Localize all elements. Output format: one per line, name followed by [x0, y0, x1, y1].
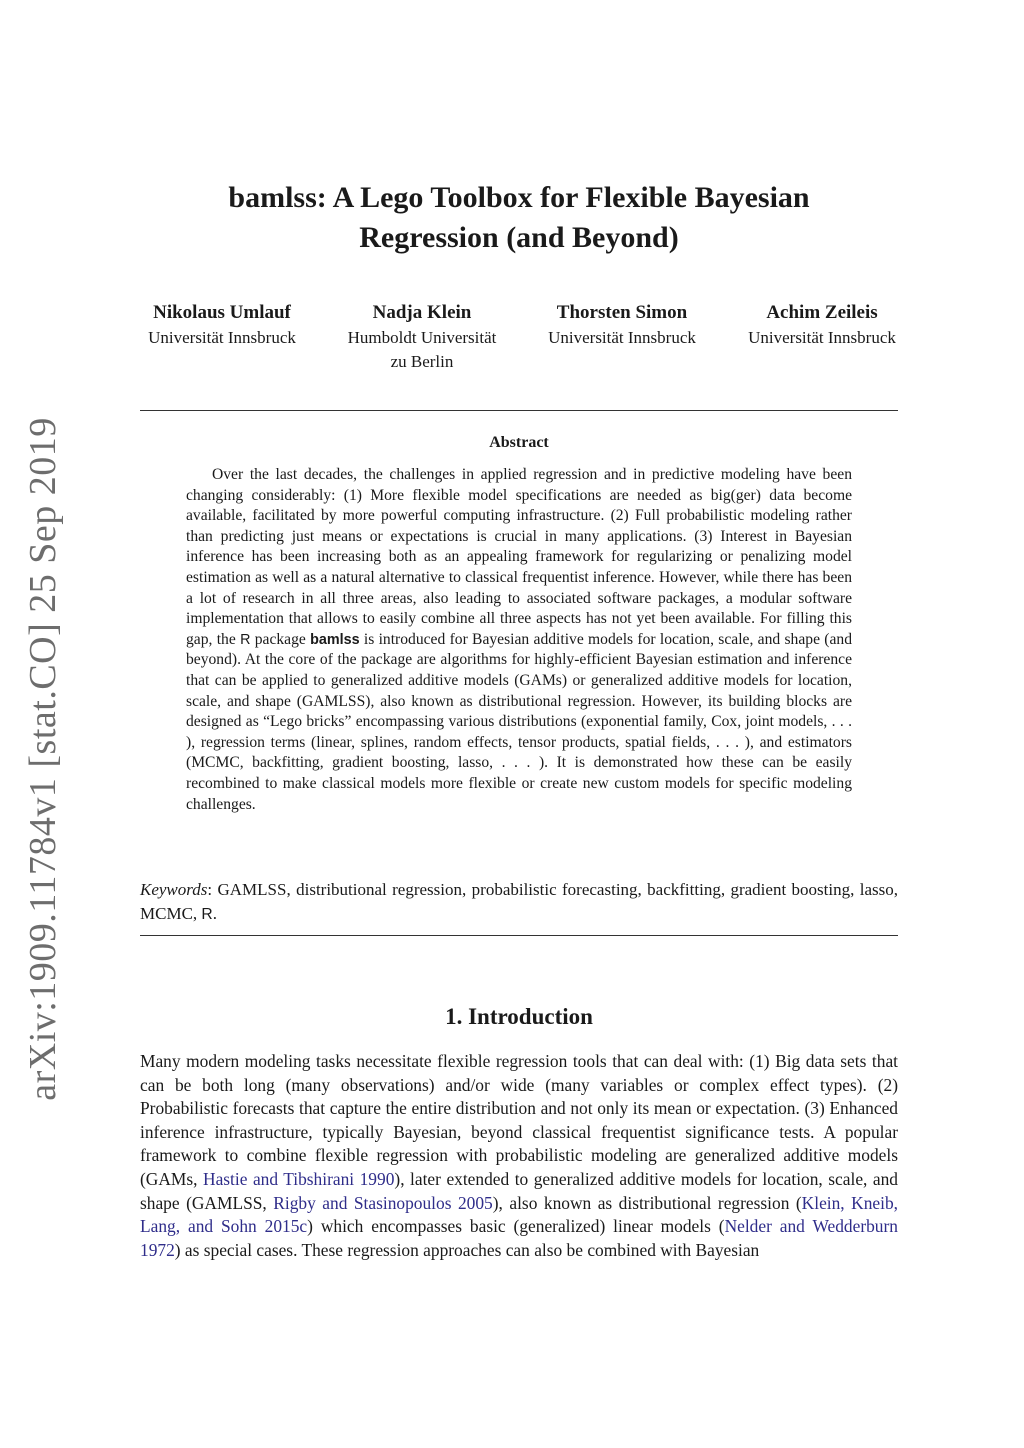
- author-block: [128, 300, 316, 350]
- bottom-rule: [140, 935, 898, 936]
- author-name: Nikolaus Umlauf: [153, 302, 291, 323]
- abstract-text: Over the last decades, the challenges in applied regression and in predictive modeling have been changing considerably: (1) More flexible model specifications are needed as big(ger) data become available, facilitated by more powerful computing infrastructure. (2) Full probabilistic modeling rather than predicting just means or expectations is crucial in many applications. (3) Interest in Bayesian inference has been increasing both as an appealing framework for regularizing or penalizing model estimation as well as a natural alternative to classical frequentist inference. However, while there has been a lot of research in all three areas, also leading to associated software packages, a modular software implementation that allows to easily combine all three aspects has not yet been available. For filling this gap, the R package bamlss is introduced for Bayesian additive models for location, scale, and shape (and beyond). At the core of the package are algorithms for highly-efficient Bayesian estimation and inference that can be applied to generalized additive models (GAMs) or generalized additive models for location, scale, and shape (GAMLSS), also known as distributional regression. However, its building blocks are designed as “Lego bricks” encompassing various distributions (exponential family, Cox, joint models, . . . ), regression terms (linear, splines, random effects, tensor products, spatial fields, . . . ), and estimators (MCMC, backfitting, gradient boosting, lasso, . . . ). It is demonstrated how these can be easily recombined to make classical models more flexible or create new custom models for specific modeling challenges.: [186, 466, 852, 813]
- introduction-text: Many modern modeling tasks necessitate flexible regression tools that can deal with: (1) Big data sets that can be both long (many observations) and/or wide (many variables or complex effect types). (2) Probabilistic forecasts that capture the entire distribution and not only its mean or expectation. (3) Enhanced inference infrastructure, typically Bayesian, beyond classical frequentist significance tests. A popular framework to combine flexible regression with probabilistic modeling are generalized additive models (GAMs, Hastie and Tibshirani 1990), later extended to generalized additive models for location, scale, and shape (GAMLSS, Rigby and Stasinopoulos 2005), also known as distributional regression (Klein, Kneib, Lang, and Sohn 2015c) which encompasses basic (generalized) linear models (Nelder and Wedderburn 1972) as special cases. These regression approaches can also be combined with Bayesian: [140, 1051, 898, 1260]
- author-block: [326, 300, 518, 374]
- package-name: bamlss: [310, 631, 360, 648]
- keywords-label: Keywords: [140, 880, 208, 899]
- author-name: Nadja Klein: [372, 302, 472, 323]
- abstract-heading: Abstract: [489, 434, 549, 451]
- top-rule: [140, 410, 898, 411]
- arxiv-identifier: arXiv:1909.11784v1 [stat.CO] 25 Sep 2019: [22, 417, 64, 1101]
- author-name: Achim Zeileis: [766, 302, 878, 323]
- r-language-name: R: [240, 631, 251, 648]
- citation-link[interactable]: Klein, Kneib, Lang, and Sohn 2015c: [140, 1192, 898, 1237]
- citation-link[interactable]: Nelder and Wedderburn 1972: [140, 1216, 898, 1260]
- author-name: Thorsten Simon: [556, 302, 688, 323]
- author-block: [728, 300, 916, 350]
- author-affiliation-line-2: zu Berlin: [390, 352, 454, 371]
- author-affiliation: Universität Innsbruck: [148, 328, 296, 347]
- section-heading: 1. Introduction: [445, 1004, 593, 1029]
- title-line-2: Regression (and Beyond): [359, 221, 679, 254]
- keywords: Keywords: GAMLSS, distributional regression, probabilistic forecasting, backfitting, gradient boosting, lasso, MCMC, R.: [140, 880, 898, 923]
- author-block: [528, 300, 716, 350]
- author-affiliation: Universität Innsbruck: [548, 328, 696, 347]
- citation-link[interactable]: Hastie and Tibshirani 1990: [203, 1168, 395, 1189]
- author-affiliation: Universität Innsbruck: [748, 328, 896, 347]
- keywords-text: GAMLSS, distributional regression, probabilistic forecasting, backfitting, gradient boosting, lasso, MCMC,: [140, 880, 898, 923]
- title-line-1: bamlss: A Lego Toolbox for Flexible Bayesian: [228, 181, 810, 214]
- citation-link[interactable]: Rigby and Stasinopoulos 2005: [273, 1192, 493, 1213]
- author-affiliation: Humboldt Universität: [347, 328, 497, 347]
- r-language-name: R: [201, 906, 213, 923]
- paper-title: [140, 178, 898, 258]
